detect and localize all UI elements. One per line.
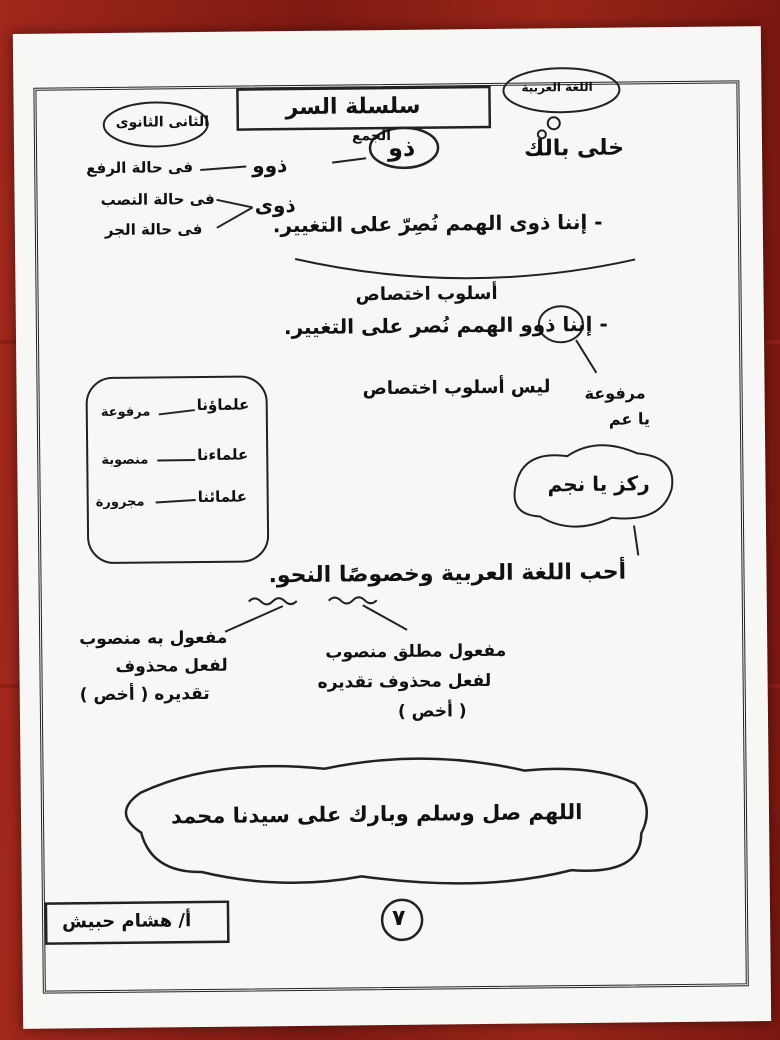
focus-cloud-text: ركز يا نجم	[547, 471, 650, 497]
ulamaa-case: مرفوعة	[100, 404, 151, 421]
arrow	[363, 605, 407, 630]
analysis-right-line: مفعول مطلق منصوب	[325, 640, 507, 663]
arrow	[156, 500, 196, 502]
arrow	[217, 199, 253, 207]
grade-label: الثانى الثانوى	[115, 113, 210, 131]
series-title: سلسلة السر	[285, 93, 421, 121]
case-label: فى حالة النصب	[100, 189, 215, 210]
worksheet-page	[13, 26, 771, 1029]
analysis-left-line: لفعل محذوف	[115, 655, 228, 677]
arrow	[200, 167, 246, 170]
arrow	[634, 525, 638, 555]
arrow	[225, 606, 283, 632]
case-label: فى حالة الرفع	[86, 158, 194, 178]
main-sentence: أحب اللغة العربية وخصوصًا النحو.	[268, 559, 627, 589]
arrow	[576, 340, 596, 373]
teacher-name: أ/ هشام حبيش	[62, 910, 192, 933]
page-number: ٧	[391, 905, 406, 932]
analysis-left-line: تقديره ( أخص )	[79, 683, 210, 706]
analysis-left-line: مفعول به منصوب	[79, 627, 228, 650]
example-2-label: ليس أسلوب اختصاص	[362, 376, 551, 400]
curve	[295, 255, 635, 280]
topic-heading: خلى بالك	[523, 135, 625, 162]
ulamaa-word: علمائنا	[197, 487, 248, 507]
plural-form: ذوو	[252, 153, 288, 178]
case-label: فى حالة الجر	[104, 219, 203, 239]
analysis-right-line: لفعل محذوف تقديره	[317, 670, 492, 693]
squiggle	[329, 597, 377, 604]
example-1-label: أسلوب اختصاص	[355, 282, 498, 306]
example-2: - إننا ذوو الهمم نُصر على التغيير.	[283, 311, 608, 340]
prayer-text: اللهم صل وسلم وبارك على سيدنا محمد	[170, 800, 583, 829]
marfooa-note: مرفوعة	[584, 383, 646, 403]
analysis-right-line: ( أخص )	[397, 701, 467, 722]
ulamaa-case: مجرورة	[95, 494, 145, 511]
ya-am-note: يا عم	[608, 409, 651, 429]
arrow	[159, 410, 195, 414]
plural-form: ذوى	[254, 192, 296, 218]
ulamaa-case: منصوبة	[101, 452, 149, 469]
plural-label: الجمع	[351, 127, 392, 145]
arrow	[332, 158, 366, 162]
example-1: - إننا ذوى الهمم نُصِرّ على التغيير.	[272, 209, 603, 238]
cloud-bubble	[548, 117, 560, 129]
arrow	[217, 207, 253, 227]
ulamaa-word: علماءنا	[197, 445, 249, 465]
squiggle	[249, 598, 297, 605]
subject-cloud-text: اللغة العربية	[521, 79, 593, 95]
ulamaa-word: علماؤنا	[196, 395, 250, 415]
word-circle-text: ذو	[387, 133, 416, 163]
